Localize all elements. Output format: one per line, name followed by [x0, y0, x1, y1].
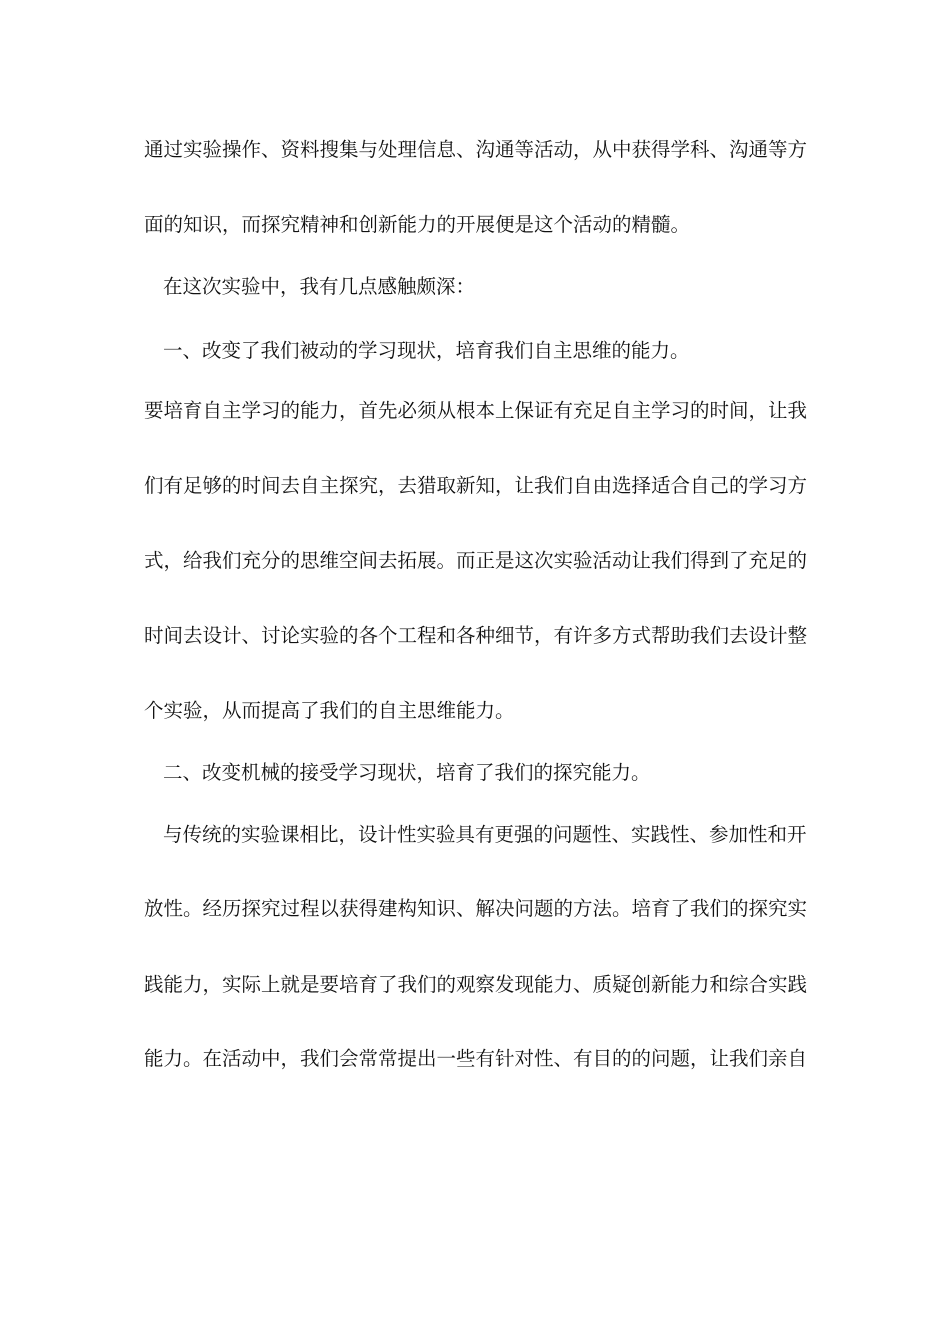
section-heading: 一、改变了我们被动的学习现状，培育我们自主思维的能力。 [163, 339, 690, 362]
paragraph-line: 与传统的实验课相比，设计性实验具有更强的问题性、实践性、参加性和开 [163, 823, 807, 846]
paragraph-line: 式，给我们充分的思维空间去拓展。而正是这次实验活动让我们得到了充足的 [144, 549, 808, 572]
paragraph-line: 在这次实验中，我有几点感触颇深： [163, 275, 476, 298]
paragraph-line: 们有足够的时间去自主探究，去猎取新知，让我们自由选择适合自己的学习方 [144, 474, 808, 497]
paragraph-line: 通过实验操作、资料搜集与处理信息、沟通等活动，从中获得学科、沟通等方 [144, 138, 808, 161]
paragraph-line: 时间去设计、讨论实验的各个工程和各种细节，有许多方式帮助我们去设计整 [144, 624, 808, 647]
paragraph-line: 能力。在活动中，我们会常常提出一些有针对性、有目的的问题，让我们亲自 [144, 1047, 808, 1070]
paragraph-line: 面的知识，而探究精神和创新能力的开展便是这个活动的精髓。 [144, 213, 691, 236]
paragraph-line: 个实验，从而提高了我们的自主思维能力。 [144, 699, 515, 722]
paragraph-line: 放性。经历探究过程以获得建构知识、解决问题的方法。培育了我们的探究实 [144, 897, 808, 920]
paragraph-line: 践能力，实际上就是要培育了我们的观察发现能力、质疑创新能力和综合实践 [144, 973, 808, 996]
paragraph-line: 要培育自主学习的能力，首先必须从根本上保证有充足自主学习的时间，让我 [144, 399, 808, 422]
section-heading: 二、改变机械的接受学习现状，培育了我们的探究能力。 [163, 761, 651, 784]
